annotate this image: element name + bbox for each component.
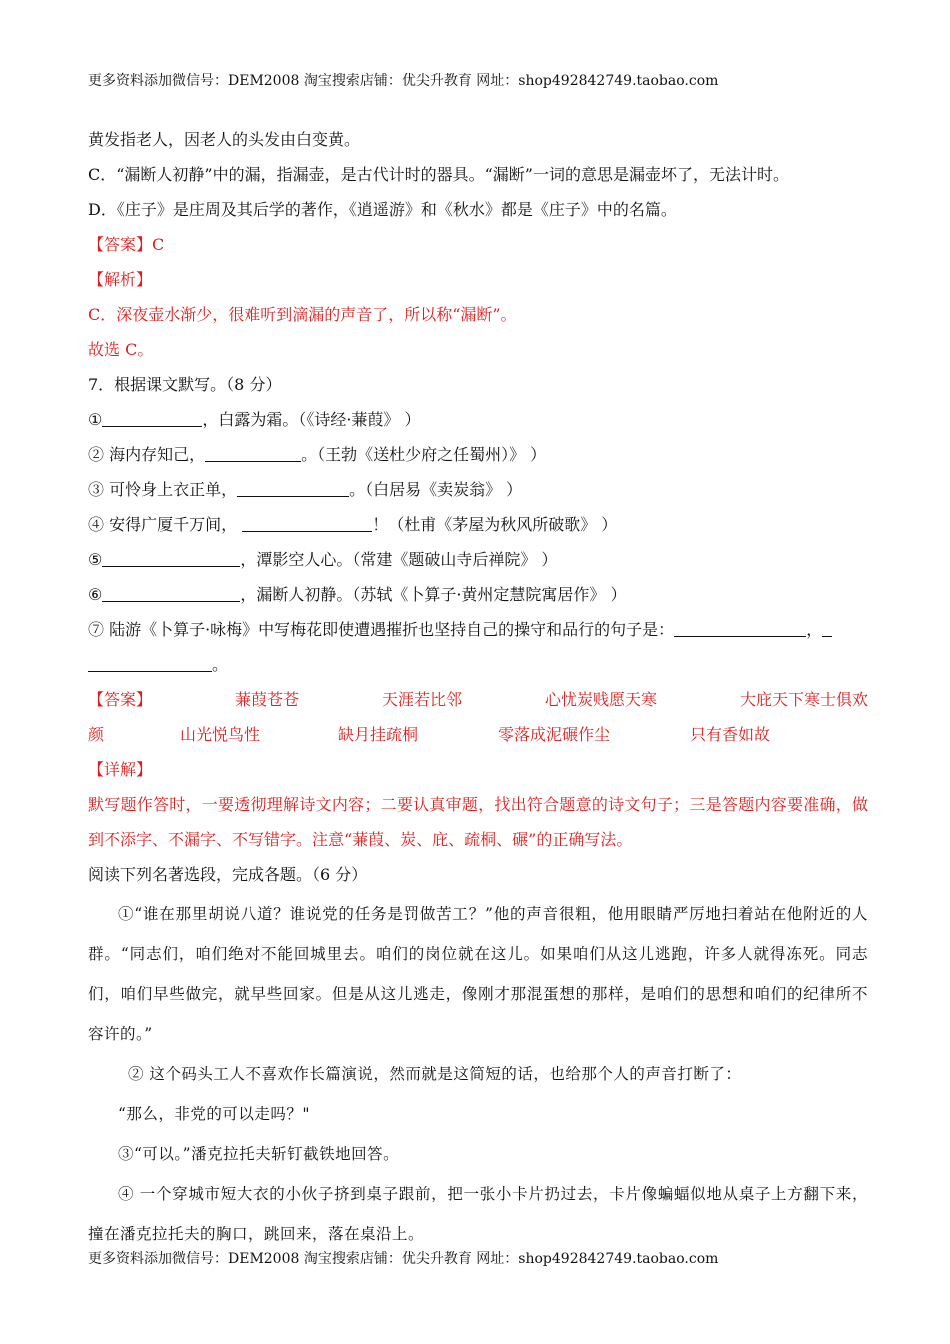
fill-item-1: ① ，白露为霜。（《诗经·蒹葭》 ）: [88, 410, 421, 429]
answer-7-item: 蒹葭苍苍: [234, 690, 299, 709]
passage-paragraph-3: ③“可以。”潘克拉托夫斩钉截铁地回答。: [118, 1145, 400, 1163]
answer-label: 【答案】: [88, 235, 153, 254]
passage-paragraph-4: ④ 一个穿城市短大衣的小伙子挤到桌子跟前，把一张小卡片扔过去，卡片像蝙蝠似地从桌子上方翻下来，撞在潘克拉托夫的胸口，跳回来，落在桌沿上。: [88, 1185, 868, 1243]
answer-blank: [822, 620, 832, 637]
answer-blank: [102, 585, 240, 602]
fill-item-7-cont: 。: [88, 647, 868, 682]
detail-label: 【详解】: [88, 760, 153, 779]
answer-7-item: 只有香如故: [690, 725, 771, 744]
document-body: [88, 122, 868, 1254]
text-line: 黄发指老人，因老人的头发由白变黄。: [88, 130, 361, 149]
answer-7-item: 大庇天下寒士俱欢: [739, 690, 868, 709]
fill-item-3: ③ 可怜身上衣正单， 。（白居易《卖炭翁》 ）: [88, 480, 523, 499]
analysis-label: 【解析】: [88, 270, 153, 289]
answer-line: [88, 227, 868, 262]
answer-blank: [237, 480, 349, 497]
answer-blank: [102, 550, 240, 567]
passage-paragraph-2b: “那么，非党的可以走吗？": [118, 1105, 311, 1123]
fill-item-5: ⑤ ，潭影空人心。（常建《题破山寺后禅院》 ）: [88, 550, 558, 569]
answer-7-item: 天涯若比邻: [381, 690, 462, 709]
answer-blank: [242, 515, 372, 532]
page-header: 更多资料添加微信号：DEM2008 淘宝搜索店铺：优尖升教育 网址：shop492842749.taobao.com: [88, 73, 719, 89]
option-c: C．“漏断人初静”中的漏，指漏壶，是古代计时的器具。“漏断”一词的意思是漏壶坏了，无法计时。: [88, 165, 789, 184]
passage-paragraph-1: ①“谁在那里胡说八道？谁说党的任务是罚做苦工？”他的声音很粗，他用眼睛严厉地扫着站在他附近的人群。“同志们，咱们绝对不能回城里去。咱们的岗位就在这儿。如果咱们从这儿逃跑，许多人就得冻死。同志们，咱们早些做完，就早些回家。但是从这儿逃走，像刚才那混蛋想的那样，是咱们的思想和咱们的纪律所不容许的。”: [88, 905, 868, 1043]
answer-blank: [102, 410, 202, 427]
fill-item-4: ④ 安得广厦千万间， ！（杜甫《茅屋为秋风所破歌》 ）: [88, 515, 618, 534]
answer-7-item: 心忧炭贱愿天寒: [544, 690, 657, 709]
answer-7-item: 颜: [88, 725, 105, 744]
conclusion: 故选 C。: [88, 340, 154, 359]
answer-value: C: [152, 235, 165, 254]
answer-blank: [205, 445, 301, 462]
fill-item-6: ⑥ ，漏断人初静。（苏轼《卜算子·黄州定慧院寓居作》 ）: [88, 585, 627, 604]
answer-7-row-1: [88, 682, 868, 717]
detail-text: 默写题作答时，一要透彻理解诗文内容；二要认真审题，找出符合题意的诗文句子；三是答题内容要准确，做到不添字、不漏字、不写错字。注意“蒹葭、炭、庇、疏桐、碾”的正确写法。: [88, 795, 868, 849]
answer-7-item: 零落成泥碾作尘: [498, 725, 611, 744]
option-d: D．《庄子》是庄周及其后学的著作，《逍遥游》和《秋水》都是《庄子》中的名篇。: [88, 200, 677, 219]
answer-7-row-2: [88, 717, 868, 752]
answer-7-label: 【答案】: [88, 690, 153, 709]
passage-paragraph-2: ② 这个码头工人不喜欢作长篇演说，然而就是这简短的话，也给那个人的声音打断了：: [128, 1065, 742, 1083]
answer-blank: [674, 620, 806, 637]
answer-7-item: 缺月挂疏桐: [338, 725, 419, 744]
page-footer: 更多资料添加微信号：DEM2008 淘宝搜索店铺：优尖升教育 网址：shop492842749.taobao.com: [88, 1251, 719, 1267]
analysis-text: C．深夜壶水渐少，很难听到滴漏的声音了，所以称“漏断”。: [88, 305, 517, 324]
fill-item-7: ⑦ 陆游《卜算子·咏梅》中写梅花即使遭遇摧折也坚持自己的操守和品行的句子是： ，: [88, 612, 868, 647]
question-7: 7．根据课文默写。（8 分）: [88, 375, 282, 394]
fill-item-2: ② 海内存知己， 。（王勃《送杜少府之任蜀州）》 ）: [88, 445, 547, 464]
answer-7-item: 山光悦鸟性: [180, 725, 261, 744]
reading-intro: 阅读下列名著选段，完成各题。（6 分）: [88, 865, 368, 884]
answer-blank: [88, 655, 212, 672]
